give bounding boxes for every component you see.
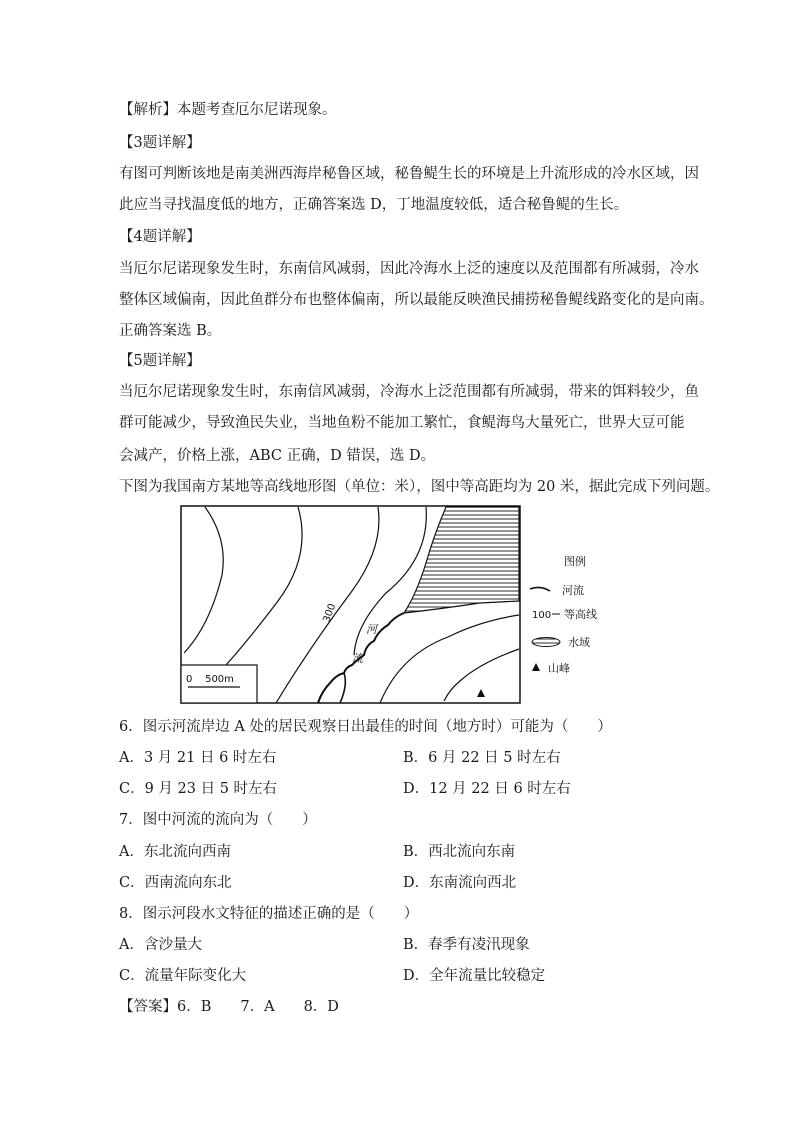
q5-line-2: 群可能减少，导致渔民失业，当地鱼粉不能加工繁忙，食鳀海鸟大量死亡，世界大豆可能: [119, 415, 685, 431]
q5-heading: 【5题详解】: [119, 353, 201, 369]
legend-river-label: 河流: [562, 584, 584, 597]
map-intro-text: 下图为我国南方某地等高线地形图（单位：米），图中等高距均为 20 米，据此完成下列问题。: [119, 479, 720, 495]
legend-river-icon: [530, 587, 550, 591]
contour-line: [380, 615, 519, 703]
legend-water-icon: [532, 638, 560, 647]
q4-heading: 【4题详解】: [119, 229, 201, 245]
legend-water-label: 水域: [568, 636, 590, 649]
contour-label: 300: [321, 602, 339, 625]
q6-option-b: B．6 月 22 日 5 时左右: [403, 750, 561, 766]
q6-option-d: D．12 月 22 日 6 时左右: [403, 781, 571, 797]
q8-option-a: A．含沙量大: [119, 937, 202, 953]
river-label-char-1: 河: [366, 623, 377, 636]
legend-title: 图例: [564, 555, 586, 568]
legend-peak-label: 山峰: [548, 662, 570, 675]
q3-line-1: 有图可判断该地是南美洲西海岸秘鲁区域，秘鲁鳀生长的环境是上升流形成的冷水区域，因: [119, 166, 699, 182]
q7-option-a: A．东北流向西南: [119, 844, 231, 860]
peak-marker-icon: [477, 689, 485, 697]
legend-peak-icon: [532, 663, 540, 671]
q4-line-1: 当厄尔尼诺现象发生时，东南信风减弱，因此冷海水上泛的速度以及范围都有所减弱，冷水: [119, 261, 699, 277]
q8-option-c: C．流量年际变化大: [119, 968, 247, 984]
q5-line-3: 会减产，价格上涨，ABC 正确，D 错误，选 D。: [119, 448, 436, 464]
q5-line-1: 当厄尔尼诺现象发生时，东南信风减弱，冷海水上泛范围都有所减弱，带来的饵料较少，鱼: [119, 384, 699, 400]
q4-line-3: 正确答案选 B。: [119, 323, 222, 339]
q4-line-2: 整体区域偏南，因此鱼群分布也整体偏南，所以最能反映渔民捕捞秘鲁鳀线路变化的是向南。: [119, 292, 714, 308]
legend-contour-label: 等高线: [564, 608, 597, 621]
scale-label: 0 500m: [186, 674, 234, 685]
q6-option-c: C．9 月 23 日 5 时左右: [119, 781, 278, 797]
contour-line: [226, 507, 302, 665]
analysis-intro: 【解析】本题考查厄尔尼诺现象。: [119, 102, 337, 118]
question-8-stem: 8．图示河段水文特征的描述正确的是（ ）: [119, 906, 419, 922]
water-body: [404, 507, 519, 613]
river-label-char-2: 流: [352, 652, 363, 665]
q7-option-b: B．西北流向东南: [403, 844, 516, 860]
answer-line: 【答案】6．B 7．A 8．D: [119, 999, 339, 1015]
question-7-stem: 7．图中河流的流向为（ ）: [119, 812, 317, 828]
q8-option-b: B．春季有凌汛现象: [403, 937, 530, 953]
contour-line: [354, 507, 426, 655]
river-bank: [340, 673, 345, 703]
contour-map: [180, 505, 612, 705]
q7-option-c: C．西南流向东北: [119, 875, 232, 891]
legend-contour-value: 100: [532, 610, 552, 621]
q8-option-d: D．全年流量比较稳定: [403, 968, 546, 984]
contour-line: [184, 507, 223, 653]
q7-option-d: D．东南流向西北: [403, 875, 517, 891]
question-6-stem: 6．图示河流岸边 A 处的居民观察日出最佳的时间（地方时）可能为（ ）: [119, 719, 612, 735]
q3-heading: 【3题详解】: [119, 135, 201, 151]
q6-option-a: A．3 月 21 日 6 时左右: [119, 750, 277, 766]
q3-line-2: 此应当寻找温度低的地方，正确答案选 D，丁地温度较低，适合秘鲁鳀的生长。: [119, 197, 629, 213]
